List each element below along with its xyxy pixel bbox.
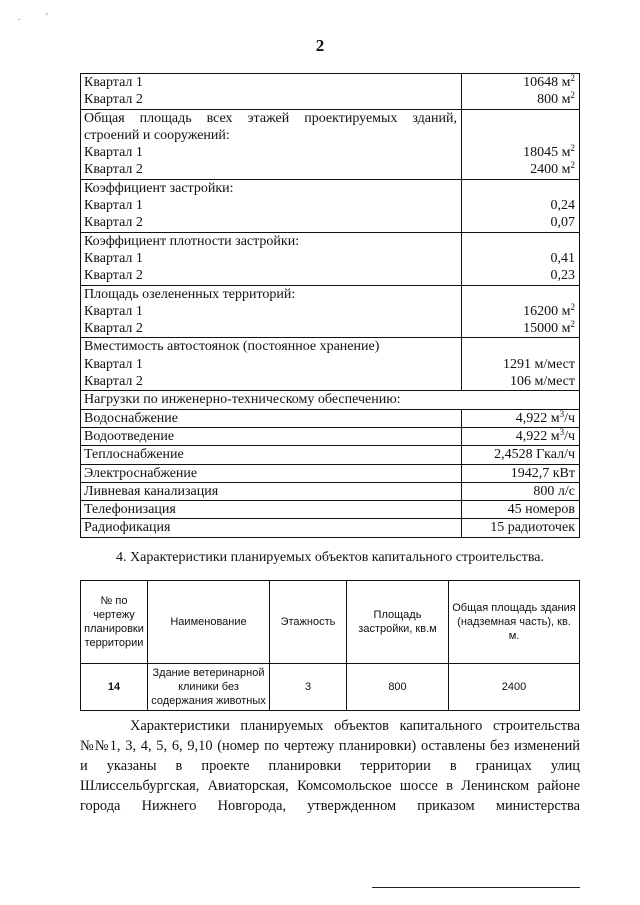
- paragraph-text: Характеристики планируемых объектов капитального строительства: [130, 718, 580, 734]
- table-row: [81, 74, 580, 110]
- load-name-cell: [81, 446, 462, 464]
- quarter-label: Квартал 2: [84, 374, 143, 390]
- value-superscript: 2: [570, 143, 575, 154]
- value-superscript: 2: [570, 160, 575, 171]
- parameter-heading: Коэффициент застройки:: [84, 180, 234, 196]
- value-line: [465, 91, 575, 108]
- value-line: [465, 267, 575, 284]
- value-text: 0,23: [550, 268, 575, 284]
- value-text: 800 л/с: [533, 483, 575, 499]
- value-line: [465, 519, 575, 536]
- table-row: [81, 482, 580, 500]
- parameter-value-cell: [462, 109, 580, 179]
- value-line: [465, 373, 575, 390]
- value-line: [465, 428, 575, 445]
- load-name-cell: [81, 427, 462, 445]
- header-built-area: Площадь застройки, кв.м: [347, 581, 449, 664]
- cell-total-area: 2400: [449, 664, 580, 711]
- parameter-value-cell: [462, 338, 580, 391]
- value-text: 10648 м: [523, 75, 571, 90]
- quarter-label: Квартал 2: [84, 92, 143, 108]
- header-total-area: Общая площадь здания (надземная часть), кв. м.: [449, 581, 580, 664]
- scan-mark: ': [46, 12, 48, 23]
- footer-divider: [372, 887, 580, 888]
- table-row: [81, 232, 580, 285]
- scan-mark: .: [18, 12, 21, 23]
- value-line: [465, 501, 575, 518]
- table-row: [81, 446, 580, 464]
- quarter-label: Квартал 1: [84, 145, 143, 161]
- parameter-heading: Вместимость автостоянок (постоянное хранение): [84, 339, 380, 355]
- value-text: 4,922 м: [515, 428, 560, 444]
- value-suffix: /ч: [564, 410, 575, 426]
- parameter-value-cell: [462, 285, 580, 338]
- table-row: [81, 519, 580, 537]
- parameter-value-cell: [462, 232, 580, 285]
- load-label: Теплоснабжение: [84, 447, 184, 463]
- load-name-cell: [81, 464, 462, 482]
- load-label: Электроснабжение: [84, 465, 198, 481]
- value-line: [465, 74, 575, 91]
- value-text: 4,922 м: [515, 410, 560, 426]
- parameter-heading: Площадь озелененных территорий:: [84, 286, 296, 302]
- cell-built-area: 800: [347, 664, 449, 711]
- paragraph-line: и указаны в проекте планировки территории в границах улиц: [80, 758, 580, 774]
- value-text: 16200 м: [523, 303, 571, 319]
- value-text: 106 м/мест: [509, 374, 575, 390]
- value-text: 800 м: [537, 92, 571, 108]
- parameter-name-cell: [81, 285, 462, 338]
- value-text: 2,4528 Гкал/ч: [494, 447, 575, 463]
- value-line: [465, 214, 575, 231]
- load-value-cell: [462, 409, 580, 427]
- parameters-table: [80, 73, 580, 538]
- value-superscript: 2: [570, 73, 575, 83]
- value-line: [465, 161, 575, 178]
- header-drawing-number: № по чертежу планировки территории: [81, 581, 148, 664]
- section-title: 4. Характеристики планируемых объектов капитального строительства.: [116, 550, 544, 565]
- load-label: Телефонизация: [84, 502, 176, 518]
- value-superscript: 2: [570, 301, 575, 312]
- cell-name: Здание ветеринарной клиники без содержания животных: [148, 664, 270, 711]
- value-line: [465, 320, 575, 337]
- header-name: Наименование: [148, 581, 270, 664]
- quarter-label: Квартал 1: [84, 250, 143, 266]
- paragraph-line: [80, 716, 580, 736]
- table-row: [81, 501, 580, 519]
- value-text: 2400 м: [530, 162, 571, 178]
- table-row: [81, 285, 580, 338]
- quarter-label: Квартал 2: [84, 268, 143, 284]
- value-text: 18045 м: [523, 145, 571, 161]
- value-superscript: 3: [559, 426, 565, 437]
- value-text: 0,07: [550, 215, 575, 231]
- parameter-value-cell: [462, 179, 580, 232]
- header-floors: Этажность: [270, 581, 347, 664]
- load-value-cell: [462, 501, 580, 519]
- paragraph-line: №№1, 3, 4, 5, 6, 9,10 (номер по чертежу планировки) оставлены без изменений: [80, 738, 580, 754]
- value-superscript: 2: [570, 319, 575, 330]
- value-line: [465, 303, 575, 320]
- load-label: Радиофикация: [84, 520, 171, 536]
- table-row: [81, 664, 580, 711]
- parameter-name-cell: [81, 232, 462, 285]
- load-value-cell: [462, 464, 580, 482]
- load-label: Водоснабжение: [84, 410, 179, 426]
- parameter-heading: Общая площадь всех этажей проектируемых зданий, строений и сооружений:: [84, 110, 457, 143]
- paragraph-line: Шлиссельбургская, Авиаторская, Комсомольское шоссе в Ленинском районе: [80, 778, 580, 794]
- page-number: 2: [315, 36, 325, 55]
- load-value-cell: [462, 519, 580, 537]
- quarter-label: Квартал 2: [84, 321, 143, 337]
- value-text: 1942,7 кВт: [510, 465, 575, 481]
- quarter-label: Квартал 1: [84, 303, 143, 319]
- parameter-value-cell: [462, 74, 580, 110]
- objects-table-header-row: [81, 581, 580, 664]
- loads-heading-cell: Нагрузки по инженерно-техническому обеспечению:: [81, 391, 580, 409]
- table-row: [81, 391, 580, 409]
- parameter-heading: Коэффициент плотности застройки:: [84, 233, 300, 249]
- value-line: [465, 483, 575, 500]
- load-name-cell: [81, 501, 462, 519]
- quarter-label: Квартал 1: [84, 75, 143, 90]
- body-paragraph: [80, 716, 580, 816]
- parameter-name-cell: [81, 179, 462, 232]
- quarter-label: Квартал 2: [84, 215, 143, 231]
- value-text: 0,24: [550, 198, 575, 214]
- table-row: [81, 427, 580, 445]
- parameter-name-cell: [81, 109, 462, 179]
- value-line: [465, 446, 575, 463]
- value-text: 1291 м/мест: [502, 356, 575, 372]
- cell-floors: 3: [270, 664, 347, 711]
- load-label: Ливневая канализация: [84, 483, 219, 499]
- load-name-cell: [81, 409, 462, 427]
- load-label: Водоотведение: [84, 428, 175, 444]
- parameter-name-cell: [81, 338, 462, 391]
- load-value-cell: [462, 427, 580, 445]
- value-line: [465, 250, 575, 267]
- value-line: [465, 197, 575, 214]
- value-line: [465, 410, 575, 427]
- load-value-cell: [462, 446, 580, 464]
- value-line: [465, 144, 575, 161]
- parameter-name-cell: [81, 74, 462, 110]
- value-line: [465, 465, 575, 482]
- value-line: [465, 356, 575, 373]
- objects-table: [80, 580, 580, 711]
- value-text: 15 радиоточек: [490, 520, 575, 536]
- quarter-label: Квартал 2: [84, 162, 143, 178]
- value-text: 0,41: [550, 250, 575, 266]
- table-row: [81, 338, 580, 391]
- value-text: 15000 м: [523, 321, 571, 337]
- cell-drawing-number: 14: [81, 664, 148, 711]
- value-superscript: 3: [559, 408, 565, 419]
- load-name-cell: [81, 519, 462, 537]
- value-text: 45 номеров: [507, 502, 575, 518]
- quarter-label: Квартал 1: [84, 198, 143, 214]
- table-row: [81, 409, 580, 427]
- value-suffix: /ч: [564, 428, 575, 444]
- table-row: [81, 464, 580, 482]
- value-superscript: 2: [570, 90, 575, 101]
- table-row: [81, 109, 580, 179]
- load-value-cell: [462, 482, 580, 500]
- parameters-table-body: [81, 74, 580, 538]
- paragraph-line: города Нижнего Новгорода, утвержденном приказом министерства: [80, 798, 580, 814]
- load-name-cell: [81, 482, 462, 500]
- quarter-label: Квартал 1: [84, 356, 143, 372]
- table-row: [81, 179, 580, 232]
